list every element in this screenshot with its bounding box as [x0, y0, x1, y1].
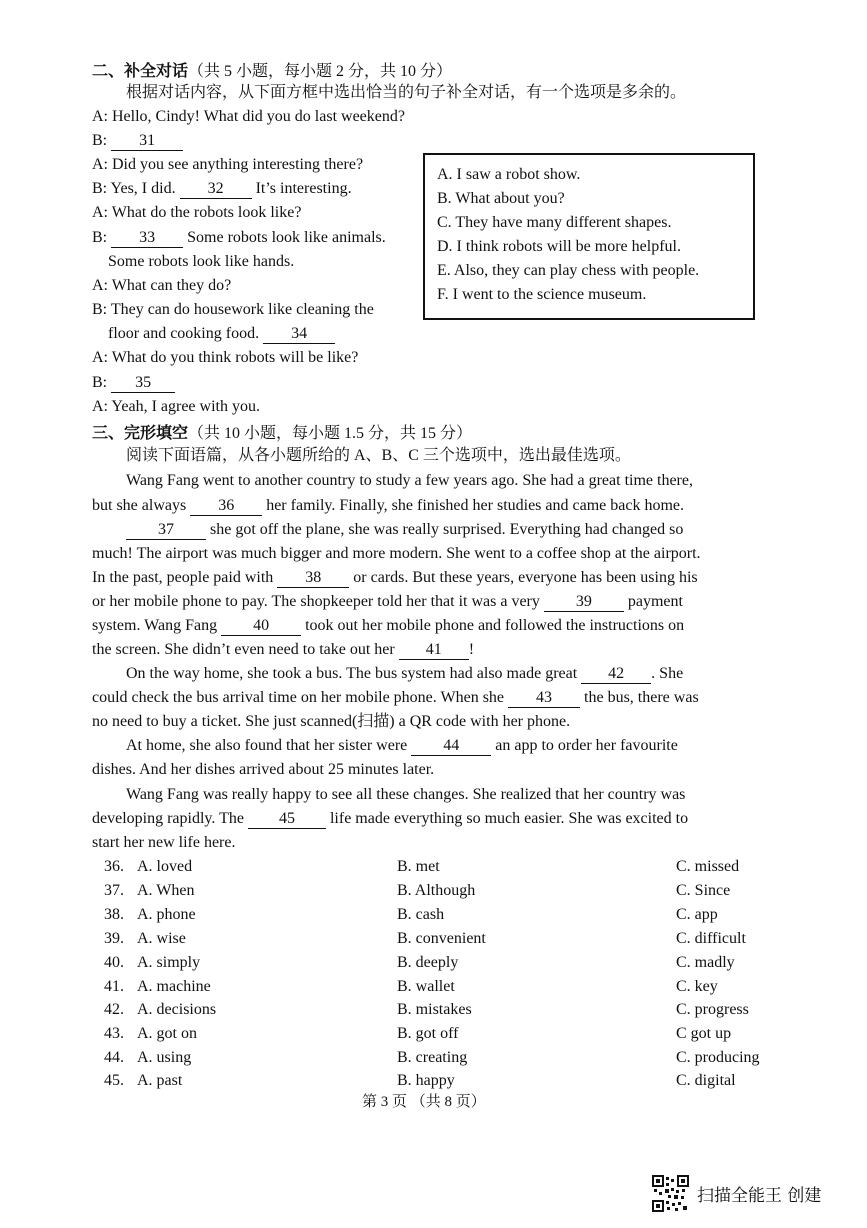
choice-b[interactable]: B. deeply	[397, 954, 459, 971]
passage-line	[126, 736, 678, 756]
speaker-label: B:	[92, 374, 108, 391]
dialog-line	[92, 228, 386, 248]
option-item: F. I went to the science museum.	[437, 286, 647, 303]
blank-38: 38	[277, 569, 349, 588]
dialog-line: A: What do the robots look like?	[92, 204, 302, 221]
choice-b[interactable]: B. wallet	[397, 978, 455, 995]
passage-text: her family. Finally, she finished her studies and came back home.	[266, 497, 685, 514]
question-number: 38.	[104, 906, 124, 923]
choice-c[interactable]: C. app	[676, 906, 718, 923]
dialog-line	[92, 179, 352, 199]
passage-text: life made everything so much easier. She was excited to	[329, 810, 689, 827]
passage-text: In the past, people paid with	[92, 569, 274, 586]
blank-44: 44	[411, 737, 491, 756]
choice-b[interactable]: B. cash	[397, 906, 445, 923]
watermark-text: 扫描全能王 创建	[697, 1186, 822, 1206]
passage-text: At home, she also found that her sister were	[126, 737, 408, 754]
choice-b[interactable]: B. met	[397, 858, 440, 875]
qr-code-icon	[652, 1175, 689, 1212]
passage-text: On the way home, she took a bus. The bus system had also made great	[126, 665, 578, 682]
blank-36: 36	[190, 497, 262, 516]
blank-39: 39	[544, 593, 624, 612]
section3-score: （共 10 小题，每小题 1.5 分，共 15 分）	[188, 425, 473, 442]
dialog-line: A: What can they do?	[92, 277, 232, 294]
dialog-text: It’s interesting.	[255, 180, 352, 197]
choice-a[interactable]: A. simply	[137, 954, 201, 971]
dialog-line	[108, 324, 335, 344]
choice-c[interactable]: C. progress	[676, 1001, 749, 1018]
choice-a[interactable]: A. wise	[137, 930, 186, 947]
blank-42: 42	[581, 665, 651, 684]
option-item: D. I think robots will be more helpful.	[437, 238, 681, 255]
dialog-text: floor and cooking food.	[108, 325, 260, 342]
question-number: 41.	[104, 978, 124, 995]
dialog-line: A: Hello, Cindy! What did you do last weekend?	[92, 108, 405, 125]
passage-line	[92, 640, 474, 660]
dialog-line: Some robots look like hands.	[108, 253, 295, 270]
passage-line	[92, 568, 698, 588]
section2-score: （共 5 小题，每小题 2 分，共 10 分）	[188, 63, 453, 80]
blank-31: 31	[111, 132, 183, 151]
blank-32: 32	[180, 180, 252, 199]
choice-a[interactable]: A. phone	[137, 906, 196, 923]
blank-45: 45	[248, 810, 326, 829]
dialog-line: A: What do you think robots will be like?	[92, 349, 359, 366]
passage-text: or her mobile phone to pay. The shopkeeper told her that it was a very	[92, 593, 540, 610]
choice-b[interactable]: B. mistakes	[397, 1001, 472, 1018]
passage-text: she got off the plane, she was really surprised. Everything had changed so	[210, 521, 684, 538]
speaker-label: B:	[92, 229, 108, 246]
section3-title: 三、完形填空	[92, 423, 189, 442]
passage-text: . She	[651, 665, 684, 682]
passage-text: the screen. She didn’t even need to take out her	[92, 641, 395, 658]
dialog-line: A: Did you see anything interesting there?	[92, 156, 364, 173]
question-number: 40.	[104, 954, 124, 971]
section2-heading	[92, 61, 452, 82]
passage-line: start her new life here.	[92, 834, 236, 851]
question-number: 44.	[104, 1049, 124, 1066]
passage-line: dishes. And her dishes arrived about 25 minutes later.	[92, 761, 435, 778]
choice-a[interactable]: A. loved	[137, 858, 193, 875]
choice-c[interactable]: C. key	[676, 978, 718, 995]
choice-c[interactable]: C. producing	[676, 1049, 760, 1066]
choice-b[interactable]: B. happy	[397, 1072, 455, 1089]
dialog-text: Some robots look like animals.	[187, 229, 386, 246]
blank-33: 33	[111, 229, 183, 248]
choice-a[interactable]: A. machine	[137, 978, 211, 995]
section3-instruction: 阅读下面语篇，从各小题所给的 A、B、C 三个选项中，选出最佳选项。	[126, 447, 631, 464]
passage-line: Wang Fang went to another country to study a few years ago. She had a great time there,	[126, 472, 693, 489]
choice-b[interactable]: B. convenient	[397, 930, 486, 947]
question-number: 42.	[104, 1001, 124, 1018]
section2-instruction: 根据对话内容，从下面方框中选出恰当的句子补全对话，有一个选项是多余的。	[126, 84, 687, 101]
dialog-line	[92, 373, 175, 393]
choice-a[interactable]: A. got on	[137, 1025, 197, 1042]
passage-text: the bus, there was	[584, 689, 699, 706]
dialog-line: A: Yeah, I agree with you.	[92, 398, 260, 415]
passage-line	[92, 616, 684, 636]
passage-text: payment	[627, 593, 683, 610]
question-number: 36.	[104, 858, 124, 875]
passage-text: an app to order her favourite	[495, 737, 678, 754]
question-number: 43.	[104, 1025, 124, 1042]
question-number: 45.	[104, 1072, 124, 1089]
passage-text: but she always	[92, 497, 187, 514]
choice-a[interactable]: A. decisions	[137, 1001, 217, 1018]
speaker-label: B:	[92, 132, 108, 149]
choice-c[interactable]: C. missed	[676, 858, 740, 875]
choice-a[interactable]: A. past	[137, 1072, 183, 1089]
option-item: A. I saw a robot show.	[437, 166, 581, 183]
choice-a[interactable]: A. using	[137, 1049, 192, 1066]
page-number: 第 3 页 （共 8 页）	[362, 1094, 486, 1110]
option-item: E. Also, they can play chess with people.	[437, 262, 700, 279]
choice-b[interactable]: B. creating	[397, 1049, 468, 1066]
passage-line: no need to buy a ticket. She just scanned(扫描) a QR code with her phone.	[92, 713, 571, 730]
choice-c[interactable]: C. madly	[676, 954, 735, 971]
passage-line: much! The airport was much bigger and more modern. She went to a coffee shop at the airport.	[92, 545, 701, 562]
options-box	[423, 153, 755, 320]
choice-c[interactable]: C. difficult	[676, 930, 746, 947]
choice-c[interactable]: C. Since	[676, 882, 731, 899]
passage-text: developing rapidly. The	[92, 810, 244, 827]
passage-text: took out her mobile phone and followed the instructions on	[305, 617, 685, 634]
dialog-line: B: They can do housework like cleaning the	[92, 301, 374, 318]
passage-line	[92, 592, 683, 612]
blank-37: 37	[126, 521, 206, 540]
passage-line	[126, 664, 683, 684]
choice-b[interactable]: B. got off	[397, 1025, 459, 1042]
blank-34: 34	[263, 325, 335, 344]
passage-line: Wang Fang was really happy to see all these changes. She realized that her country was	[126, 786, 686, 803]
dialog-line	[92, 131, 183, 151]
choice-a[interactable]: A. When	[137, 882, 195, 899]
passage-line	[92, 809, 688, 829]
choice-c[interactable]: C got up	[676, 1025, 732, 1042]
blank-35: 35	[111, 374, 175, 393]
blank-43: 43	[508, 689, 580, 708]
passage-text: or cards. But these years, everyone has been using his	[353, 569, 698, 586]
section3-heading	[92, 423, 472, 444]
passage-text: could check the bus arrival time on her mobile phone. When she	[92, 689, 505, 706]
passage-line	[92, 688, 699, 708]
blank-41: 41	[399, 641, 469, 660]
blank-40: 40	[221, 617, 301, 636]
passage-line	[92, 496, 684, 516]
passage-text: system. Wang Fang	[92, 617, 218, 634]
section2-title: 二、补全对话	[92, 61, 189, 80]
dialog-text: B: Yes, I did.	[92, 180, 176, 197]
option-item: B. What about you?	[437, 190, 565, 207]
passage-text: !	[468, 641, 475, 658]
choice-b[interactable]: B. Although	[397, 882, 476, 899]
question-number: 37.	[104, 882, 124, 899]
option-item: C. They have many different shapes.	[437, 214, 672, 231]
choice-c[interactable]: C. digital	[676, 1072, 736, 1089]
question-number: 39.	[104, 930, 124, 947]
passage-line	[126, 520, 683, 540]
